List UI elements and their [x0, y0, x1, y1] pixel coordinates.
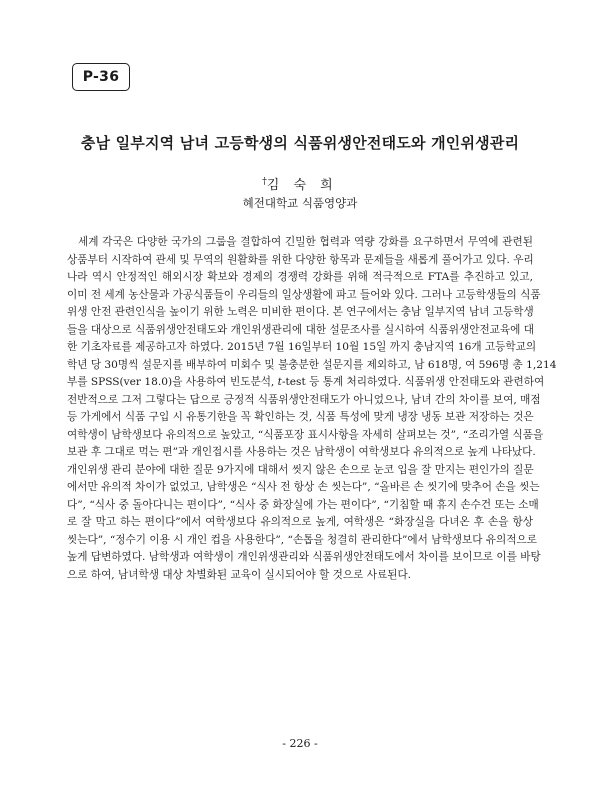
- abstract-body: [67, 234, 557, 584]
- abstract-code-badge: [72, 63, 130, 91]
- abstract-line: 세계 각국은 다양한 국가의 그룹을 결합하여 긴밀한 협력과 역량 강화를 요구하면서 무역에 관련된: [78, 236, 533, 248]
- abstract-line: 보관 후 그대로 먹는 편”과 개인접시를 사용하는 것은 남학생이 여학생보다 유의적으로 높게 나타났다.: [67, 446, 536, 458]
- abstract-line: 한 기초자료를 제공하고자 하였다. 2015년 7월 16일부터 10월 15일 까지 충남지역 16개 고등학교의: [67, 341, 537, 353]
- abstract-line: 학년 당 30명씩 설문지를 배부하여 미회수 및 불충분한 설문지를 제외하고, 남 618명, 여 596명 총 1,214: [67, 358, 557, 371]
- author-line: [0, 174, 600, 193]
- abstract-line: 나라 역시 안정적인 해외시장 확보와 경제의 경쟁력 강화를 위해 적극적으로 FTA를 추진하고 있고,: [67, 271, 533, 283]
- abstract-line: 로 잘 막고 하는 편이다”에서 여학생보다 유의적으로 높게, 여학생은 “화장실을 다녀온 후 손을 항상: [67, 516, 533, 528]
- abstract-line: 으로 하여, 남녀학생 대상 차별화된 교육이 실시되어야 할 것으로 사료된다.: [67, 568, 412, 581]
- author-affiliation: 혜전대학교 식품영양과: [242, 196, 358, 210]
- abstract-line: 높게 답변하였다. 남학생과 여학생이 개인위생관리와 식품위생안전태도에서 차이를 보이므로 이를 바탕: [67, 551, 541, 563]
- abstract-line: 여학생이 남학생보다 유의적으로 높았고, “식품포장 표시사항을 자세히 살펴보는 것”, “조리가열 식품을: [67, 428, 544, 441]
- abstract-line: 상품부터 시작하여 관세 및 무역의 원활화를 위한 다양한 항목과 문제들을 새롭게 풀어가고 있다. 우리: [67, 253, 534, 266]
- paper-title: 충남 일부지역 남녀 고등학생의 식품위생안전태도와 개인위생관리: [80, 134, 520, 152]
- abstract-line: 개인위생 관리 분야에 대한 질문 9가지에 대해서 씻지 않은 손으로 눈코 입을 잘 만지는 편인가의 질문: [67, 463, 534, 476]
- page-number: - 226 -: [282, 737, 318, 750]
- abstract-line: 에서만 유의적 차이가 없었고, 남학생은 “식사 전 항상 손 씻는다”, “올바른 손 씻기에 맞추어 손을 씻는: [67, 481, 540, 493]
- corresponding-author-marker: †: [262, 177, 267, 187]
- abstract-code: P-36: [82, 69, 120, 85]
- abstract-line: 등 가게에서 식품 구입 시 유통기한을 꼭 확인하는 것, 식품 특성에 맞게 냉장 냉동 보관 저장하는 것은: [67, 411, 534, 423]
- abstract-line: 전반적으로 그저 그렇다는 답으로 긍정적 식품위생안전태도가 아니었으나, 남녀 간의 차이를 보여, 매점: [67, 393, 541, 406]
- abstract-line: 다”, “식사 중 돌아다니는 편이다”, “식사 중 화장실에 가는 편이다”, “기침할 때 휴지 손수건 또는 소매: [67, 498, 539, 511]
- abstract-line: 씻는다”, “정수기 이용 시 개인 컵을 사용한다”, “손톱을 청결히 관리한다”에서 남학생보다 유의적으로: [67, 533, 537, 546]
- abstract-line: 위생 안전 관련인식을 높이기 위한 노력은 미비한 편이다. 본 연구에서는 충남 일부지역 남녀 고등학생: [67, 306, 534, 318]
- author-name: 김 숙 희: [266, 178, 338, 193]
- abstract-line: 이미 전 세계 농산물과 가공식품들이 우리들의 일상생활에 파고 들어와 있다. 그러나 고등학생들의 식품: [67, 288, 541, 301]
- abstract-line: 부를 SPSS(ver 18.0)을 사용하여 빈도분석, t-test 등 통계 처리하였다. 식품위생 안전태도와 관련하여: [67, 376, 545, 388]
- abstract-line: 들을 대상으로 식품위생안전태도와 개인위생관리에 대한 설문조사를 실시하여 식품위생안전교육에 대: [67, 323, 534, 336]
- italic-t: t: [277, 376, 282, 388]
